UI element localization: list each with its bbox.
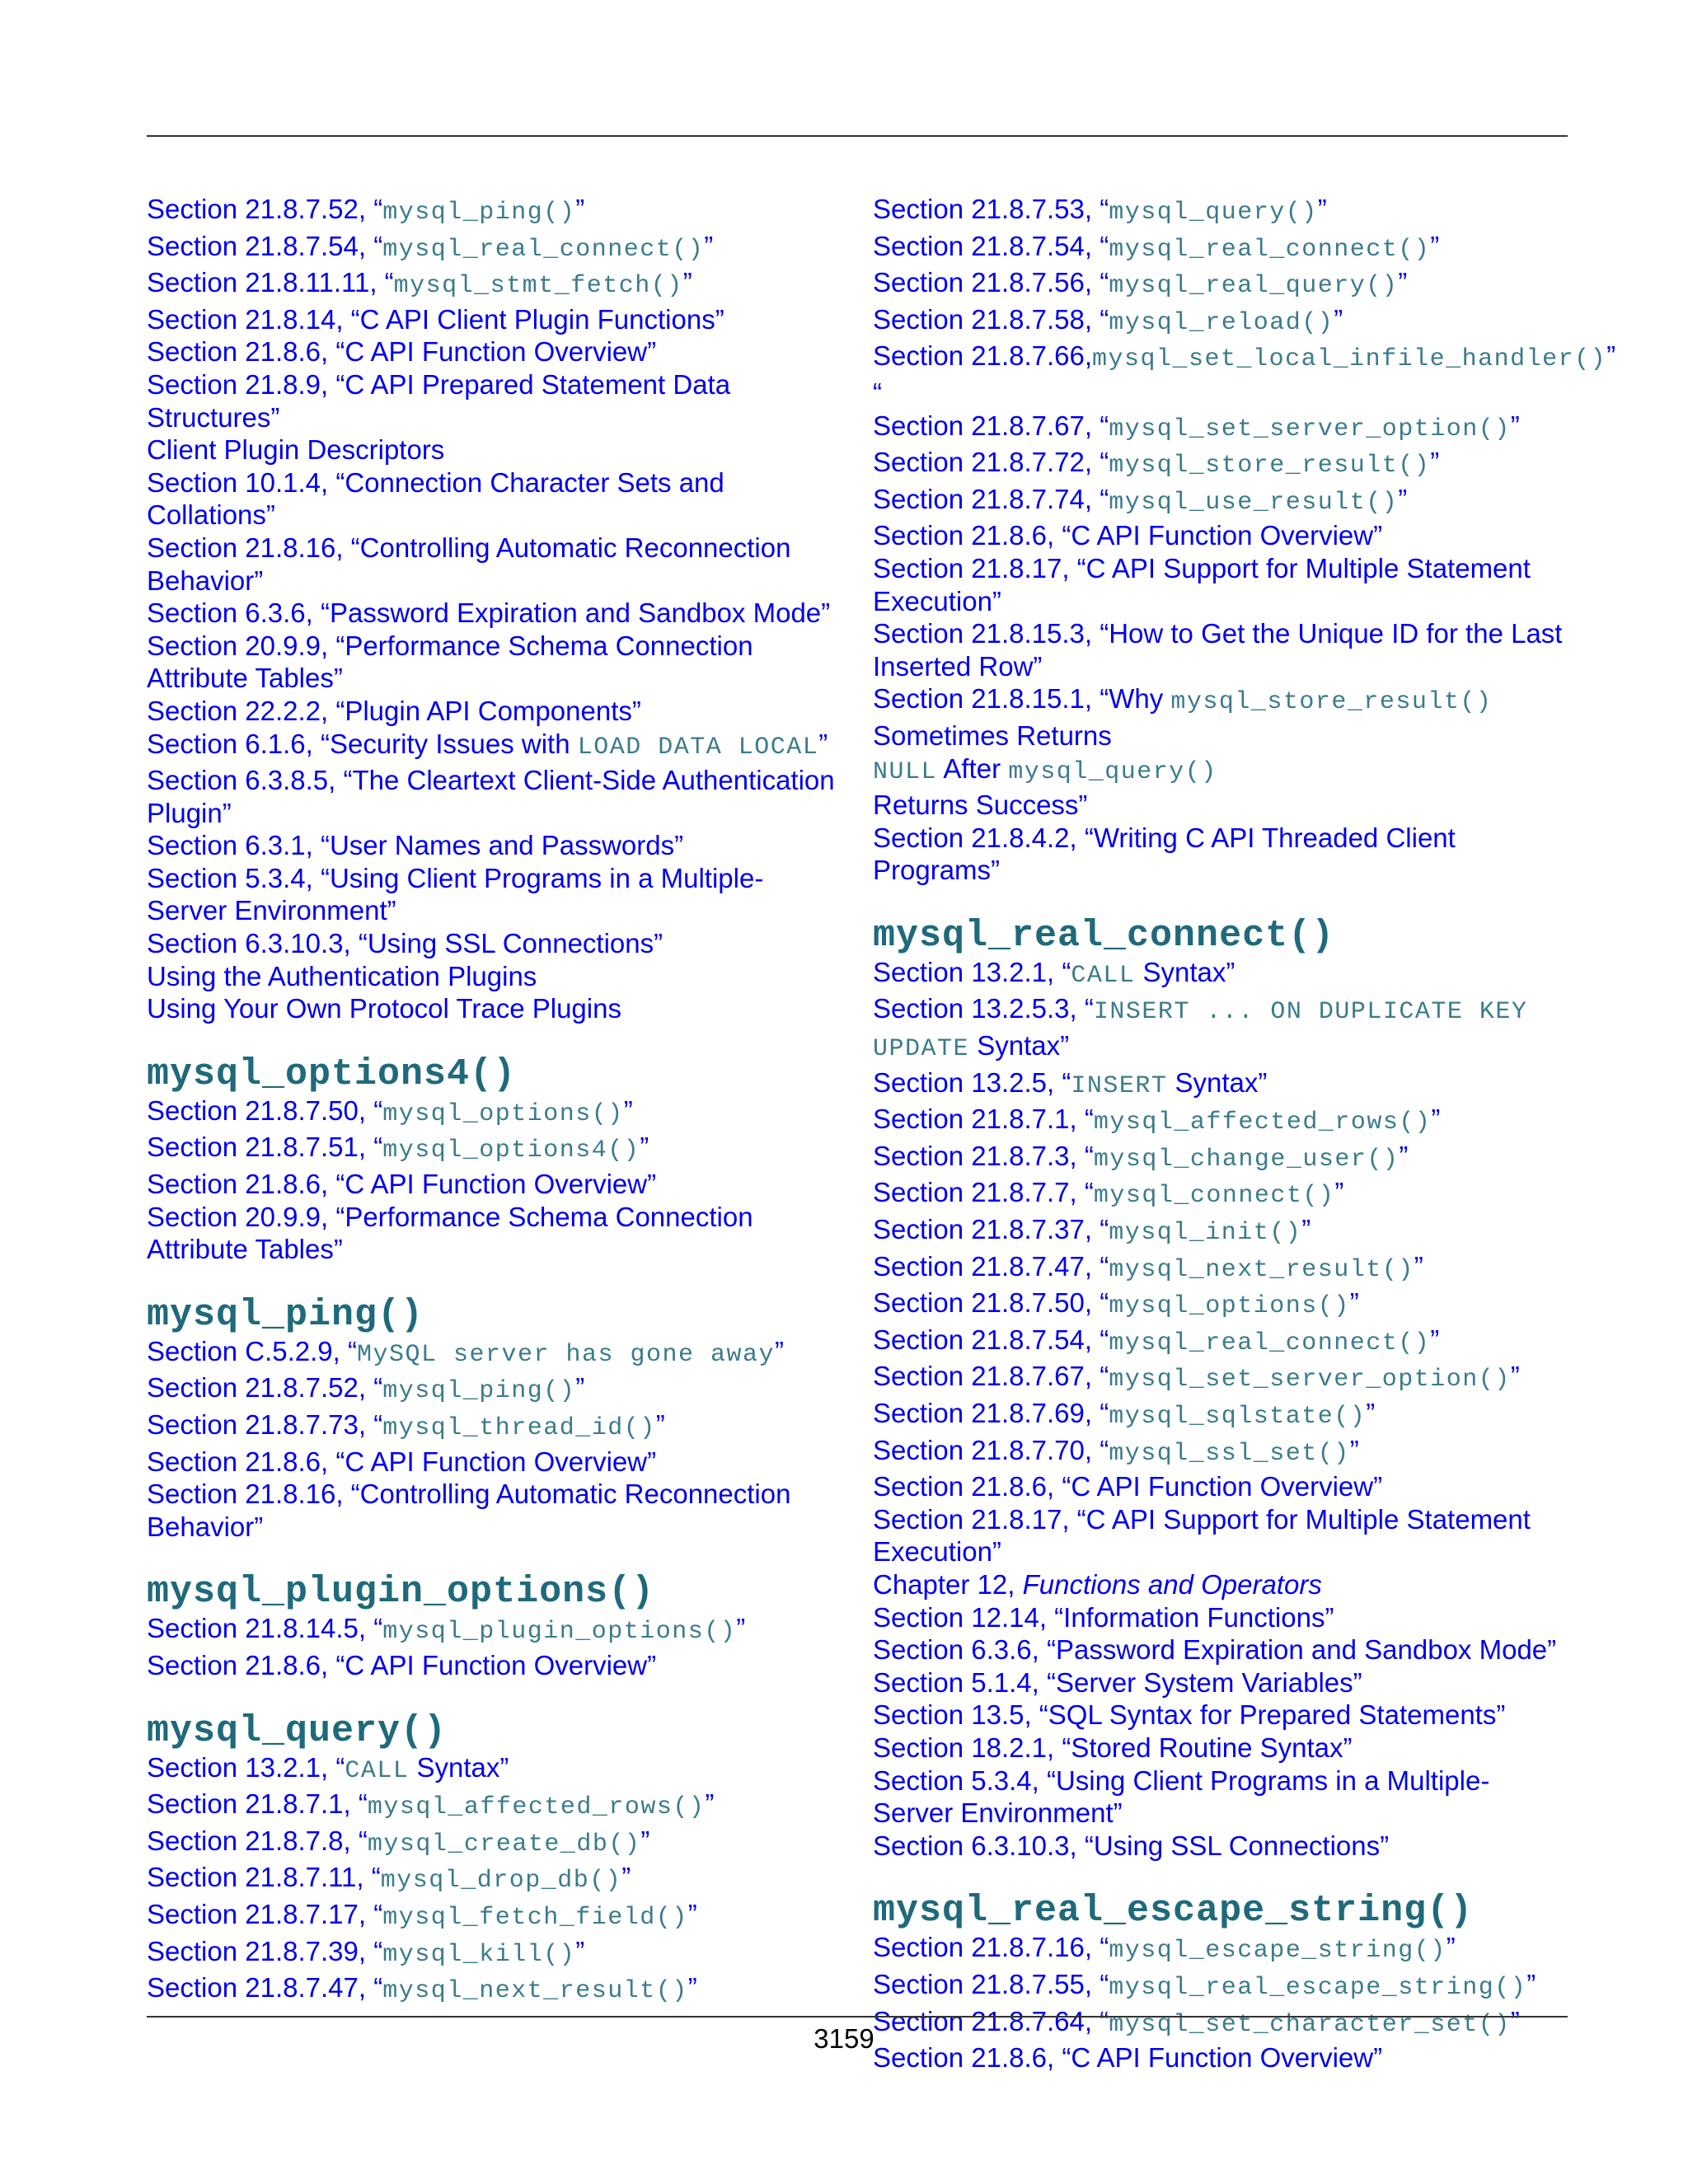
- entry-text: Syntax”: [409, 1751, 509, 1783]
- entry-code: CALL: [345, 1756, 410, 1785]
- index-entry-link[interactable]: [147, 1861, 843, 1898]
- entry-text: ”: [705, 1788, 715, 1820]
- entry-text: Section 21.8.16, “Controlling Automatic Reconnection: [147, 1479, 791, 1510]
- entry-text: Sometimes Returns: [873, 719, 1112, 751]
- index-entry-link[interactable]: [147, 368, 843, 434]
- entry-text: Section 21.8.7.58, “: [873, 303, 1109, 335]
- entry-text: ”: [1366, 1398, 1376, 1428]
- entry-code: mysql_stmt_fetch(): [393, 272, 683, 301]
- entry-text: Section 21.8.11.11, “: [147, 267, 394, 298]
- header-rule: [147, 135, 1568, 137]
- index-entry-link[interactable]: [147, 1335, 843, 1372]
- entry-text: ”: [1414, 1250, 1423, 1282]
- entry-text: ”: [1430, 1324, 1440, 1355]
- entry-text: Section 21.8.7.69, “: [873, 1398, 1109, 1428]
- entry-code: MySQL server has gone away: [356, 1340, 776, 1369]
- index-entry-link[interactable]: [147, 764, 843, 829]
- index-entry-link[interactable]: [147, 193, 843, 230]
- index-entry-link[interactable]: [873, 1324, 1569, 1361]
- index-entry-link[interactable]: [873, 340, 1616, 409]
- entry-code: mysql_create_db(): [367, 1830, 641, 1858]
- entry-text: ”: [1510, 1361, 1520, 1392]
- entry-text: After: [937, 752, 1009, 784]
- entry-text: ”: [1334, 303, 1343, 335]
- index-entry-link[interactable]: [147, 1935, 843, 1972]
- index-entry-link[interactable]: [873, 1666, 1569, 1699]
- entry-code: mysql_connect(): [1093, 1182, 1335, 1211]
- index-entry-link[interactable]: [147, 1649, 843, 1682]
- entry-text: Using Your Own Protocol Trace Plugins: [147, 993, 621, 1024]
- index-entry-link[interactable]: [147, 829, 843, 862]
- entry-text: Section 21.8.7.17, “: [147, 1898, 383, 1929]
- entry-text: Section 21.8.7.74, “: [873, 483, 1109, 514]
- index-entry-link[interactable]: [873, 230, 1569, 267]
- index-entry-link[interactable]: [873, 1066, 1569, 1104]
- entry-text: Syntax”: [969, 1030, 1070, 1062]
- entry-text: Section 6.3.1, “User Names and Passwords”: [147, 830, 684, 861]
- entry-text: ”: [1317, 194, 1327, 224]
- page-number: 3159: [814, 2023, 874, 2054]
- index-entry-link[interactable]: [147, 695, 843, 728]
- entry-text: Collations”: [147, 499, 275, 531]
- left-column: [147, 193, 843, 2008]
- entry-text: Section 21.8.7.3, “: [873, 1140, 1094, 1171]
- entry-text: Section 21.8.7.47, “: [147, 1972, 383, 2004]
- entry-text: Structures”: [147, 401, 280, 433]
- entry-text: Section 21.8.15.1, “Why: [873, 683, 1171, 715]
- entry-text: ”: [736, 1613, 746, 1644]
- entry-text: ”: [1526, 1968, 1536, 1999]
- entry-text: Using the Authentication Plugins: [147, 960, 537, 991]
- entry-text: Section 13.2.1, “: [873, 956, 1071, 987]
- index-heading: mysql_real_escape_string(): [873, 1890, 1474, 1933]
- entry-text: Section 21.8.16, “Controlling Automatic Reconnection: [147, 532, 791, 563]
- entry-text: Section 13.5, “SQL Syntax for Prepared Statements”: [873, 1699, 1506, 1731]
- entry-text: Section 21.8.6, “C API Function Overview”: [873, 1471, 1383, 1502]
- index-entry-link[interactable]: [147, 1201, 843, 1266]
- entry-code: mysql_store_result(): [1170, 688, 1493, 717]
- entry-text: Section 21.8.7.67, “: [873, 1361, 1109, 1392]
- entry-code: mysql_sqlstate(): [1109, 1403, 1367, 1431]
- entry-code: mysql_real_escape_string(): [1109, 1973, 1527, 2002]
- entry-text: Section 6.3.6, “Password Expiration and Sandbox Mode”: [873, 1634, 1557, 1666]
- entry-text: ”: [1510, 410, 1520, 441]
- entry-text: Section 21.8.7.66,: [873, 340, 1093, 372]
- entry-code: mysql_options(): [382, 1099, 624, 1128]
- entry-text: Section 21.8.7.56, “: [873, 267, 1109, 298]
- entry-text: Section 20.9.9, “Performance Schema Connection: [147, 630, 753, 661]
- entry-text: ”: [1398, 483, 1408, 514]
- index-entry-link[interactable]: [873, 519, 1569, 552]
- entry-code: mysql_real_connect(): [382, 235, 705, 264]
- index-entry-link[interactable]: [147, 1612, 843, 1649]
- entry-code: mysql_ping(): [382, 199, 576, 227]
- entry-code: mysql_set_character_set(): [1109, 2010, 1511, 2039]
- entry-code: mysql_fetch_field(): [382, 1903, 688, 1932]
- index-entry-link[interactable]: [873, 1568, 1569, 1601]
- entry-code: mysql_options4(): [382, 1137, 640, 1165]
- entry-text: Section 21.8.7.8, “: [147, 1825, 368, 1856]
- index-group: [147, 1612, 843, 1681]
- entry-text: ”: [687, 1898, 697, 1929]
- entry-text: ”: [575, 1935, 585, 1966]
- index-entry-link[interactable]: [147, 266, 843, 303]
- entry-text: Section 21.8.7.50, “: [873, 1287, 1109, 1319]
- entry-text: Section 13.2.5.3, “: [873, 993, 1094, 1024]
- entry-text: Programs”: [873, 855, 1001, 886]
- entry-text: Section 21.8.7.52, “: [147, 1372, 383, 1404]
- entry-code: mysql_set_server_option(): [1109, 415, 1511, 443]
- entry-text: Section 21.8.4.2, “Writing C API Threaded Client: [873, 822, 1456, 853]
- index-entry-link[interactable]: [873, 193, 1569, 230]
- entry-text: Section 13.2.1, “: [147, 1751, 345, 1783]
- entry-text: ”: [575, 1372, 585, 1404]
- entry-italic: Functions and Operators: [1022, 1568, 1322, 1600]
- entry-text: Section 21.8.6, “C API Function Overview”: [147, 1169, 657, 1200]
- index-entry-link[interactable]: [147, 1408, 843, 1446]
- entry-code: mysql_next_result(): [1109, 1255, 1414, 1284]
- index-entry-link[interactable]: [873, 1434, 1569, 1471]
- index-entry-link[interactable]: [873, 303, 1569, 340]
- entry-code: mysql_use_result(): [1109, 488, 1399, 517]
- index-entry-link[interactable]: [147, 960, 843, 993]
- entry-text: ”: [623, 1094, 633, 1126]
- entry-text: ”: [1431, 1104, 1441, 1135]
- entry-text: Section 21.8.7.1, “: [873, 1104, 1094, 1135]
- entry-text: Section 21.8.7.47, “: [873, 1250, 1109, 1282]
- entry-text: Section 5.3.4, “Using Client Programs in a Multiple-: [147, 862, 764, 893]
- index-entry-link[interactable]: [873, 1103, 1569, 1140]
- entry-code: mysql_affected_rows(): [367, 1793, 706, 1822]
- entry-text: ”: [1301, 1214, 1311, 1245]
- entry-text: Section 21.8.7.37, “: [873, 1214, 1109, 1245]
- index-entry-link[interactable]: [873, 1699, 1569, 1732]
- index-entry-link[interactable]: [873, 1732, 1569, 1765]
- index-entry-link[interactable]: [147, 466, 843, 532]
- entry-text: Section 20.9.9, “Performance Schema Connection: [147, 1201, 753, 1232]
- entry-text: ”: [682, 267, 692, 298]
- entry-text: ”: [640, 1132, 649, 1163]
- entry-text: ”: [1606, 340, 1616, 372]
- index-entry-link[interactable]: [147, 303, 843, 336]
- entry-text: Section 21.8.7.55, “: [873, 1968, 1109, 1999]
- entry-text: ”: [1349, 1287, 1359, 1319]
- entry-text: Section 6.3.10.3, “Using SSL Connections”: [873, 1830, 1390, 1861]
- entry-text: Section 21.8.7.72, “: [873, 447, 1109, 478]
- entry-text: Section 6.3.6, “Password Expiration and Sandbox Mode”: [147, 598, 831, 629]
- index-group: [873, 956, 1569, 1862]
- entry-text: Section 5.1.4, “Server System Variables”: [873, 1666, 1362, 1698]
- index-entry-link[interactable]: [873, 822, 1569, 887]
- entry-text: Section 21.8.17, “C API Support for Multiple Statement: [873, 1503, 1531, 1535]
- index-entry-link[interactable]: [873, 1503, 1569, 1568]
- index-entry-link[interactable]: [873, 1213, 1569, 1250]
- entry-code: INSERT: [1071, 1071, 1168, 1100]
- entry-code: mysql_real_query(): [1109, 272, 1399, 301]
- index-entry-link[interactable]: [147, 1751, 843, 1788]
- entry-text: Syntax”: [1167, 1066, 1268, 1098]
- entry-text: Section 5.3.4, “Using Client Programs in a Multiple-: [873, 1765, 1490, 1796]
- index-entry-link[interactable]: [147, 992, 843, 1025]
- index-entry-link[interactable]: [873, 446, 1569, 483]
- entry-text: ”: [1334, 1177, 1344, 1208]
- entry-text: ”: [1399, 1140, 1409, 1171]
- entry-text: “: [873, 377, 882, 408]
- entry-text: Section 21.8.17, “C API Support for Multiple Statement: [873, 552, 1531, 583]
- entry-text: ”: [818, 728, 828, 759]
- entry-text: Section 21.8.7.70, “: [873, 1434, 1109, 1465]
- index-entry-link[interactable]: [873, 1830, 1569, 1863]
- footer-rule: [147, 2016, 1568, 2018]
- entry-text: Section 13.2.5, “: [873, 1066, 1071, 1098]
- index-heading: mysql_plugin_options(): [147, 1571, 655, 1614]
- entry-code: mysql_store_result(): [1109, 452, 1431, 480]
- index-entry-link[interactable]: [147, 1825, 843, 1862]
- entry-code: mysql_query(): [1008, 757, 1217, 786]
- entry-code: mysql_reload(): [1109, 308, 1334, 337]
- entry-code: mysql_set_local_infile_handler(): [1092, 345, 1607, 374]
- entry-text: Section 12.14, “Information Functions”: [873, 1601, 1334, 1633]
- index-entry-link[interactable]: [147, 1478, 843, 1543]
- index-entry-link[interactable]: [873, 552, 1569, 617]
- index-entry-link[interactable]: [873, 992, 1569, 1066]
- index-entry-link[interactable]: [147, 1168, 843, 1201]
- entry-text: Section 21.8.7.11, “: [147, 1862, 381, 1893]
- index-group: [147, 1335, 843, 1544]
- index-entry-link[interactable]: [147, 927, 843, 960]
- index-entry-link[interactable]: [147, 1094, 843, 1132]
- entry-text: Section 21.8.6, “C API Function Overview”: [873, 520, 1383, 551]
- index-entry-link[interactable]: [147, 1898, 843, 1935]
- entry-text: Behavior”: [147, 1511, 264, 1542]
- index-entry-link[interactable]: [873, 1601, 1569, 1634]
- entry-text: Section 21.8.7.53, “: [873, 194, 1109, 224]
- entry-text: Section 21.8.7.1, “: [147, 1788, 368, 1820]
- index-entry-link[interactable]: [873, 1250, 1569, 1287]
- index-entry-link[interactable]: [147, 597, 843, 630]
- entry-code: mysql_thread_id(): [382, 1414, 656, 1442]
- entry-text: Syntax”: [1135, 956, 1236, 987]
- index-entry-link[interactable]: [873, 1360, 1569, 1397]
- index-entry-link[interactable]: [147, 1371, 843, 1408]
- index-entry-link[interactable]: [873, 1968, 1569, 2005]
- index-entry-link[interactable]: [873, 617, 1569, 682]
- entry-code: mysql_options(): [1109, 1292, 1350, 1321]
- entry-text: Section 21.8.9, “C API Prepared Statement Data: [147, 368, 731, 400]
- index-entry-link[interactable]: [147, 230, 843, 267]
- entry-text: Execution”: [873, 585, 1001, 616]
- entry-code: mysql_next_result(): [382, 1977, 688, 2006]
- index-entry-link[interactable]: [147, 630, 843, 695]
- entry-code: mysql_query(): [1109, 199, 1318, 227]
- entry-code: mysql_set_server_option(): [1109, 1366, 1511, 1394]
- entry-code: NULL: [873, 757, 938, 786]
- entry-code: mysql_ping(): [382, 1377, 576, 1406]
- index-entry-link[interactable]: [873, 266, 1569, 303]
- index-entry-link[interactable]: [873, 1286, 1569, 1324]
- index-heading: mysql_query(): [147, 1709, 448, 1752]
- entry-text: Client Plugin Descriptors: [147, 434, 445, 466]
- index-entry-link[interactable]: [873, 1470, 1569, 1503]
- index-entry-link[interactable]: [873, 1765, 1569, 1830]
- entry-code: LOAD DATA LOCAL: [577, 733, 819, 762]
- entry-code: mysql_ssl_set(): [1109, 1439, 1350, 1468]
- index-entry-link[interactable]: [147, 532, 843, 597]
- index-entry-link[interactable]: [873, 483, 1569, 520]
- index-entry-link[interactable]: [873, 682, 1569, 821]
- entry-text: Chapter 12,: [873, 1568, 1023, 1600]
- entry-text: Section 21.8.7.52, “: [147, 194, 383, 224]
- index-entry-link[interactable]: [873, 1397, 1569, 1434]
- entry-text: ”: [775, 1335, 785, 1366]
- index-entry-link[interactable]: [873, 410, 1569, 447]
- index-entry-link[interactable]: [147, 728, 843, 765]
- index-entry-link[interactable]: [873, 1140, 1569, 1177]
- entry-text: Server Environment”: [873, 1797, 1123, 1829]
- entry-code: mysql_change_user(): [1093, 1145, 1400, 1174]
- entry-text: ”: [575, 194, 585, 224]
- entry-text: Section 6.3.10.3, “Using SSL Connections”: [147, 928, 663, 959]
- entry-text: Section 21.8.6, “C API Function Overview”: [147, 1649, 657, 1680]
- entry-text: ”: [1430, 447, 1440, 478]
- entry-text: Returns Success”: [873, 790, 1088, 821]
- entry-text: Section 21.8.6, “C API Function Overview”: [147, 1446, 657, 1477]
- entry-text: Section 21.8.14.5, “: [147, 1613, 383, 1644]
- entry-text: ”: [640, 1825, 650, 1856]
- entry-code: mysql_init(): [1109, 1219, 1302, 1248]
- index-entry-link[interactable]: [873, 956, 1569, 993]
- entry-text: Execution”: [873, 1536, 1001, 1568]
- index-group: [147, 193, 843, 1025]
- entry-text: Section 21.8.7.16, “: [873, 1932, 1109, 1963]
- entry-text: Section 21.8.7.39, “: [147, 1935, 383, 1966]
- entry-text: ”: [655, 1409, 665, 1440]
- entry-text: Section 21.8.15.3, “How to Get the Unique ID for the Last: [873, 618, 1563, 649]
- entry-text: Attribute Tables”: [147, 1234, 343, 1265]
- entry-text: Section 21.8.6, “C API Function Overview”: [873, 2042, 1383, 2074]
- entry-code: INSERT ... ON DUPLICATE KEY: [1093, 998, 1528, 1027]
- entry-code: mysql_affected_rows(): [1093, 1108, 1432, 1137]
- entry-text: Behavior”: [147, 565, 264, 596]
- entry-text: Section 21.8.14, “C API Client Plugin Functions”: [147, 303, 724, 335]
- entry-text: Section 21.8.7.51, “: [147, 1132, 383, 1163]
- entry-text: Section 21.8.7.54, “: [147, 230, 383, 261]
- entry-text: ”: [1349, 1434, 1359, 1465]
- entry-text: ”: [687, 1972, 697, 2004]
- index-entry-link[interactable]: [147, 1446, 843, 1479]
- entry-code: mysql_drop_db(): [380, 1867, 622, 1896]
- index-group: [873, 193, 1616, 887]
- index-entry-link[interactable]: [873, 1176, 1569, 1213]
- entry-code: mysql_real_connect(): [1109, 235, 1431, 264]
- entry-text: Section 21.8.7.50, “: [147, 1094, 383, 1126]
- entry-text: Section 21.8.7.54, “: [873, 1324, 1109, 1355]
- entry-code: mysql_escape_string(): [1109, 1937, 1447, 1966]
- index-entry-link[interactable]: [147, 1131, 843, 1168]
- entry-text: Section 10.1.4, “Connection Character Sets and: [147, 466, 724, 498]
- index-entry-link[interactable]: [147, 862, 843, 927]
- entry-text: ”: [1446, 1932, 1456, 1963]
- right-column: [873, 193, 1616, 2074]
- entry-text: Section 21.8.7.7, “: [873, 1177, 1094, 1208]
- index-entry-link[interactable]: [873, 1633, 1569, 1666]
- index-heading: mysql_options4(): [147, 1052, 517, 1095]
- index-group: [147, 1094, 843, 1266]
- entry-text: Section 21.8.7.64, “: [873, 2005, 1109, 2036]
- index-heading: mysql_real_connect(): [873, 914, 1335, 957]
- entry-code: mysql_real_connect(): [1109, 1329, 1431, 1357]
- index-entry-link[interactable]: [147, 434, 843, 466]
- entry-text: ”: [1510, 2005, 1520, 2036]
- entry-text: Section 6.1.6, “Security Issues with: [147, 728, 578, 759]
- entry-text: ”: [1430, 230, 1440, 261]
- entry-text: Attribute Tables”: [147, 663, 343, 694]
- index-entry-link[interactable]: [873, 1931, 1569, 1968]
- entry-code: mysql_kill(): [382, 1940, 576, 1969]
- entry-text: Section 21.8.7.54, “: [873, 230, 1109, 261]
- entry-text: ”: [1398, 267, 1408, 298]
- index-group: [147, 1751, 843, 2008]
- entry-code: CALL: [1071, 961, 1136, 990]
- entry-text: ”: [704, 230, 714, 261]
- index-heading: mysql_ping(): [147, 1293, 424, 1336]
- entry-text: Inserted Row”: [873, 650, 1043, 682]
- entry-text: Section 18.2.1, “Stored Routine Syntax”: [873, 1732, 1353, 1763]
- entry-text: Section C.5.2.9, “: [147, 1335, 357, 1366]
- entry-text: Section 21.8.7.67, “: [873, 410, 1109, 441]
- entry-text: Section 21.8.6, “C API Function Overview”: [147, 336, 657, 368]
- entry-text: Server Environment”: [147, 895, 396, 926]
- entry-code: UPDATE: [873, 1035, 970, 1064]
- entry-text: ”: [621, 1862, 631, 1893]
- entry-text: Section 21.8.7.73, “: [147, 1409, 383, 1440]
- entry-text: Section 6.3.8.5, “The Cleartext Client-Side Authentication: [147, 765, 835, 796]
- index-entry-link[interactable]: [147, 1971, 843, 2008]
- index-entry-link[interactable]: [147, 1788, 843, 1825]
- entry-text: Plugin”: [147, 797, 232, 828]
- entry-code: mysql_plugin_options(): [382, 1618, 737, 1647]
- index-entry-link[interactable]: [147, 335, 843, 368]
- entry-text: Section 22.2.2, “Plugin API Components”: [147, 695, 641, 726]
